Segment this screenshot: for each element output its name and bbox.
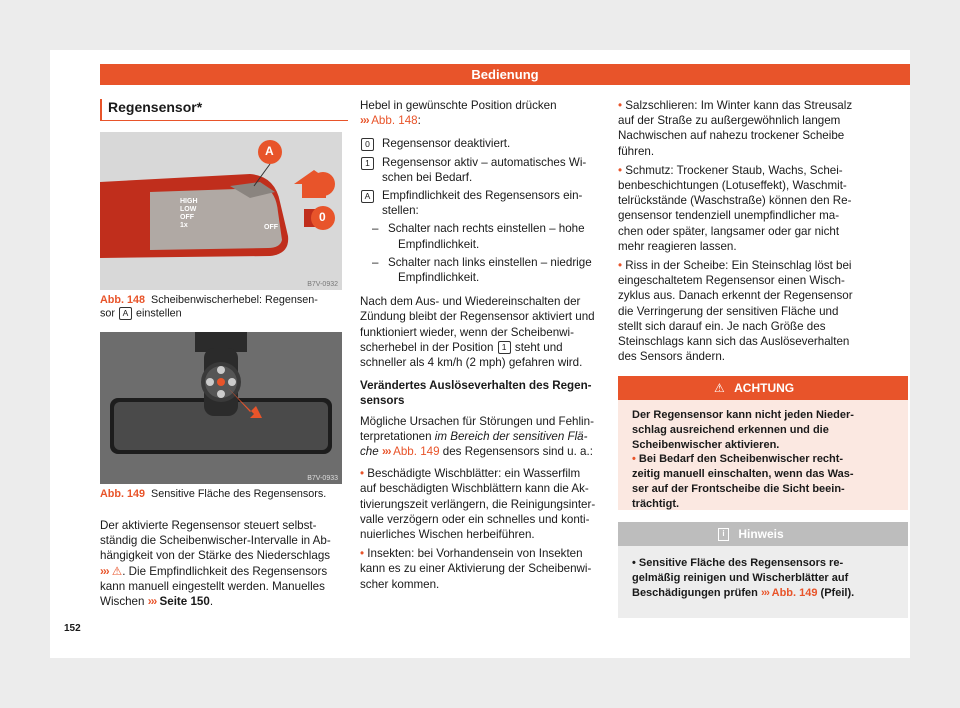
text-line: führen. bbox=[618, 144, 655, 158]
list-item-text: schen bei Bedarf. bbox=[382, 170, 473, 184]
text-fragment: im Bereich der sensitiven Flä- bbox=[434, 429, 588, 443]
cross-ref-arrows: ››› bbox=[381, 445, 391, 459]
text-line: benbeschichtungen (Lotuseffekt), Waschmit- bbox=[618, 179, 847, 193]
text-line bbox=[360, 429, 602, 444]
info-icon: i bbox=[718, 528, 729, 541]
text-fragment: scherhebel in der Position bbox=[360, 340, 494, 354]
text-fragment: Bei Bedarf den Scheibenwischer recht- bbox=[638, 453, 844, 466]
text-line: Zündung bleibt der Regensensor aktiviert und bbox=[360, 310, 595, 324]
callout-a-label: A bbox=[265, 144, 274, 158]
caption-text-3: einstellen bbox=[136, 307, 182, 320]
text-fragment: (Pfeil). bbox=[820, 586, 855, 599]
text-fragment: Riss in der Scheibe: Ein Steinschlag löst bei bbox=[625, 259, 852, 273]
warning-body bbox=[618, 400, 908, 510]
text-line: Hebel in gewünschte Position drücken bbox=[360, 99, 557, 112]
middle-column bbox=[360, 98, 602, 592]
note-body bbox=[618, 546, 908, 618]
list-item-text: Empfindlichkeit des Regensensors ein- bbox=[382, 189, 583, 203]
figure-148-caption bbox=[100, 294, 342, 320]
note-title: Hinweis bbox=[738, 527, 784, 541]
left-paragraph bbox=[100, 518, 350, 609]
text-line: zyklus aus. Danach erkennt der Regensensor bbox=[618, 289, 853, 303]
figure-149-caption bbox=[100, 488, 342, 501]
list-item-text: stellen: bbox=[382, 204, 419, 218]
text-line bbox=[100, 594, 350, 609]
text-line: • Beschädigte Wischblätter: ein Wasserfilm bbox=[360, 467, 581, 481]
text-line: Nach dem Aus- und Wiedereinschalten der bbox=[360, 295, 581, 309]
page-link[interactable]: Seite 150 bbox=[159, 595, 210, 609]
caption-text: Scheibenwischerhebel: Regensen- bbox=[151, 294, 318, 306]
text-line: kann es zu einer Aktivierung der Scheibenwi- bbox=[360, 562, 592, 576]
text-line: mehr reagieren lassen. bbox=[618, 239, 737, 253]
caption-text-2: sor bbox=[100, 307, 115, 320]
text-line: kann manuell eingestellt werden. Manuelles bbox=[100, 579, 325, 593]
text-line: • Riss in der Scheibe: Ein Steinschlag löst bei bbox=[618, 259, 852, 273]
lever-1x-label: 1x bbox=[180, 222, 188, 229]
text-line: Der Regensensor kann nicht jeden Nieder- bbox=[632, 409, 854, 421]
text-line: hängigkeit von der Stärke des Niederschlags bbox=[100, 549, 331, 563]
text-line bbox=[360, 444, 602, 459]
text-fragment: : bbox=[417, 114, 421, 128]
text-line: gensensor tendenziell unempfindlicher ma- bbox=[618, 209, 840, 223]
text-line: Verändertes Auslöseverhalten des Regen- bbox=[360, 379, 592, 393]
rain-sensor-illustration bbox=[100, 332, 342, 484]
text-line: schlag ausreichend erkennen und die bbox=[632, 423, 829, 436]
text-line: valle verzögern oder ein schnelles und konti- bbox=[360, 512, 590, 526]
bullet-item bbox=[618, 163, 910, 254]
manual-page bbox=[50, 50, 910, 658]
list-item-text: Schalter nach rechts einstellen – hohe bbox=[388, 222, 585, 236]
chapter-header: Bedienung bbox=[100, 64, 910, 85]
figure-wiper-lever bbox=[100, 132, 367, 290]
lever-markings bbox=[180, 198, 198, 230]
subheading bbox=[360, 378, 602, 408]
cross-ref-arrows: ››› bbox=[360, 114, 369, 128]
text-line bbox=[632, 586, 894, 601]
text-line: • Schmutz: Trockener Staub, Wachs, Schei- bbox=[618, 163, 843, 177]
figure-link[interactable]: Abb. 149 bbox=[771, 586, 818, 599]
sub-list-item: – Schalter nach links einstellen – niedrige Empfindlichkeit. bbox=[360, 255, 602, 285]
text-line: schneller als 4 km/h (2 mph) gefahren wird. bbox=[360, 356, 583, 370]
warning-header bbox=[618, 376, 908, 400]
text-fragment: steht und bbox=[514, 340, 563, 354]
figure-link[interactable]: Abb. 148 bbox=[371, 114, 418, 128]
text-fragment: Salzschlieren: Im Winter kann das Streusalz bbox=[625, 99, 853, 112]
badge-1: 1 bbox=[498, 341, 511, 354]
bullet-item bbox=[618, 98, 910, 159]
paragraph bbox=[360, 414, 602, 460]
caption-number: Abb. 149 bbox=[100, 488, 146, 500]
cross-ref-arrows: ››› bbox=[147, 595, 157, 609]
text-line: Mögliche Ursachen für Störungen und Fehlin- bbox=[360, 414, 594, 428]
cross-ref-arrows: ››› bbox=[100, 564, 109, 578]
text-line: auf beschädigten Wischblättern kann die Ak- bbox=[360, 482, 589, 496]
text-line: ser auf der Frontscheibe die Sicht beein- bbox=[632, 482, 845, 495]
badge-0: 0 bbox=[361, 138, 374, 151]
figure-code: B7V-0932 bbox=[307, 281, 338, 288]
list-item bbox=[360, 188, 602, 218]
list-item-text: Regensensor aktiv – automatisches Wi- bbox=[382, 155, 587, 169]
text-line: trächtigt. bbox=[632, 497, 680, 510]
text-fragment: Beschädigungen prüfen bbox=[632, 586, 758, 599]
text-line: Der aktivierte Regensensor steuert selbst- bbox=[100, 519, 317, 532]
lever-off-right-label: OFF bbox=[264, 224, 278, 231]
text-line: • Salzschlieren: Im Winter kann das Streusalz bbox=[618, 99, 853, 112]
cross-ref-arrows: ››› bbox=[760, 586, 769, 599]
list-item-text: Regensensor deaktiviert. bbox=[382, 137, 511, 151]
bullet-item bbox=[618, 258, 910, 364]
text-line: nuierliches Wischen herbeiführen. bbox=[360, 528, 535, 542]
text-line: • Insekten: bei Vorhandensein von Insekten bbox=[360, 547, 583, 561]
warning-title: ACHTUNG bbox=[734, 381, 795, 395]
text-line: • Bei Bedarf den Scheibenwischer recht- bbox=[632, 453, 844, 466]
right-column bbox=[618, 98, 910, 364]
caption-number: Abb. 148 bbox=[100, 294, 146, 306]
text-line: sensors bbox=[360, 394, 405, 408]
text-line: scher kommen. bbox=[360, 577, 440, 591]
list-item bbox=[360, 155, 602, 185]
section-title: Regensensor* bbox=[100, 99, 348, 121]
text-line: tivierungszeit verlängern, die Reinigungsinter- bbox=[360, 497, 596, 511]
badge-a: A bbox=[361, 190, 374, 203]
text-line: Scheibenwischer aktivieren. bbox=[632, 438, 780, 451]
bullet-item bbox=[360, 466, 602, 542]
text-fragment: Sensitive Fläche des Regensensors re- bbox=[638, 557, 844, 569]
list-item bbox=[360, 136, 602, 151]
note-header bbox=[618, 522, 908, 546]
caption-text: Sensitive Fläche des Regensensors. bbox=[151, 488, 327, 500]
figure-code: B7V-0933 bbox=[307, 475, 338, 482]
badge-1: 1 bbox=[361, 157, 374, 170]
text-line: des Sensors ändern. bbox=[618, 350, 725, 364]
text-fragment: Wischen bbox=[100, 595, 145, 609]
text-line: funktioniert wieder, wenn der Scheibenwi- bbox=[360, 325, 574, 339]
text-line: Nachwischen auf nahezu trockener Scheibe bbox=[618, 129, 845, 143]
list-item-text: Empfindlichkeit. bbox=[398, 237, 480, 251]
paragraph bbox=[360, 294, 602, 370]
text-line: telrückstände (Waschstraße) können den Re- bbox=[618, 194, 852, 208]
text-fragment: Insekten: bei Vorhandensein von Insekten bbox=[367, 547, 583, 561]
text-line: Steinschlags kann sich das Auslöseverhalten bbox=[618, 335, 850, 349]
bullet-item bbox=[360, 546, 602, 592]
text-line: gelmäßig reinigen und Wischerblätter auf bbox=[632, 571, 849, 584]
wiper-lever-illustration bbox=[100, 132, 342, 290]
text-fragment: che bbox=[360, 445, 379, 459]
warning-triangle-icon: ⚠ bbox=[714, 381, 725, 395]
text-line: auf der Straße zu außergewöhnlich langem bbox=[618, 114, 841, 128]
text-line: zeitig manuell einschalten, wenn das Was- bbox=[632, 468, 854, 481]
text-fragment: Schmutz: Trockener Staub, Wachs, Schei- bbox=[625, 163, 843, 177]
text-line: stellt sich darauf ein. Je nach Größe des bbox=[618, 319, 826, 333]
page-number: 152 bbox=[64, 623, 81, 634]
figure-rain-sensor bbox=[100, 332, 342, 484]
figure-link[interactable]: Abb. 149 bbox=[393, 445, 440, 459]
badge-a: A bbox=[119, 307, 132, 320]
text-fragment: Beschädigte Wischblätter: ein Wasserfilm bbox=[367, 467, 581, 481]
sub-list-item: – Schalter nach rechts einstellen – hohe Empfindlichkeit. bbox=[360, 221, 602, 251]
text-line bbox=[100, 564, 350, 579]
text-fragment: . Die Empfindlichkeit des Regensensors bbox=[122, 564, 328, 578]
callout-0-label: 0 bbox=[319, 210, 326, 224]
text-line: chen oder später, langsamer oder gar nicht bbox=[618, 224, 840, 238]
callout-1-label: 1 bbox=[360, 176, 367, 190]
list-item-text: Schalter nach links einstellen – niedrige bbox=[388, 255, 592, 269]
text-fragment: . bbox=[209, 595, 214, 609]
lever-off-label: OFF bbox=[180, 214, 194, 221]
text-line: eingeschaltetem Regensensor einen Wisch- bbox=[618, 274, 845, 288]
text-fragment: terpretationen bbox=[360, 429, 432, 443]
text-fragment: des Regensensors sind u. a.: bbox=[442, 445, 593, 459]
text-line: • Sensitive Fläche des Regensensors re- bbox=[632, 557, 844, 569]
warning-triangle-icon[interactable]: ⚠ bbox=[111, 564, 123, 578]
list-item-text: Empfindlichkeit. bbox=[398, 271, 480, 285]
text-line: ständig die Scheibenwischer-Intervalle in Ab- bbox=[100, 534, 331, 548]
text-line bbox=[360, 340, 602, 355]
text-line: die Verringerung der sensitiven Fläche und bbox=[618, 304, 839, 318]
lever-low-label: LOW bbox=[180, 206, 197, 213]
text-line bbox=[360, 113, 602, 128]
lever-high-label: HIGH bbox=[180, 198, 198, 205]
